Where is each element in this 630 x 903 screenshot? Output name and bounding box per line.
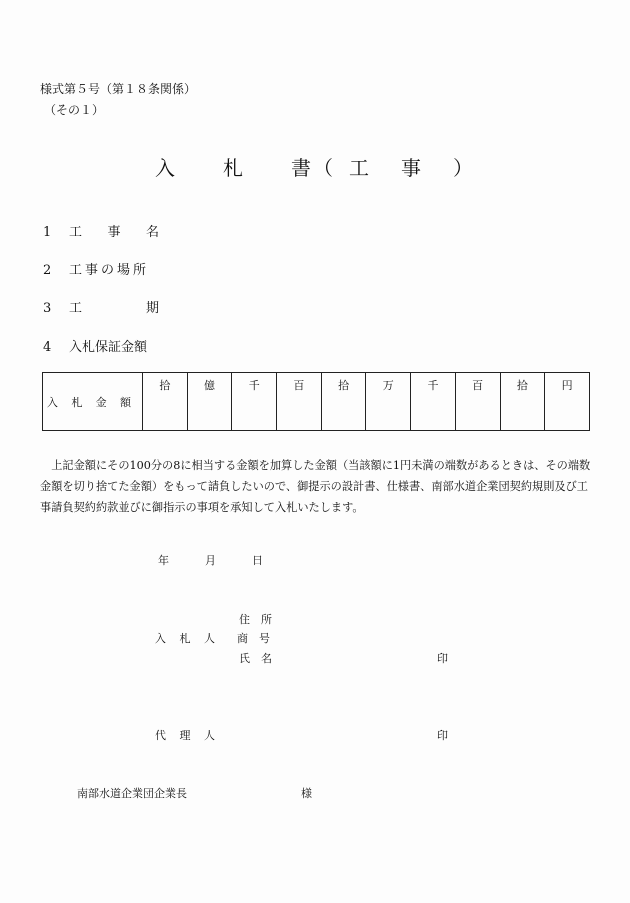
digit-cell-juman[interactable] <box>321 373 366 431</box>
form-number: 様式第５号（第１８条関係） <box>40 82 197 96</box>
bid-amount-label-cell <box>43 373 143 431</box>
digit-unit-label: 円 <box>561 379 573 392</box>
bid-statement <box>40 455 595 518</box>
title-char: 書（ <box>291 156 335 180</box>
bid-amount-label: 入札金額 <box>47 395 131 409</box>
digit-unit-label: 千 <box>427 379 439 392</box>
digit-cell-man[interactable] <box>366 373 411 431</box>
agent-label: 代理人 <box>155 729 215 742</box>
digit-unit-label: 万 <box>382 379 394 392</box>
title-char: 札 <box>223 156 245 180</box>
agent-line <box>155 727 215 743</box>
item-label: 工事の場所 <box>69 263 150 278</box>
form-part: （その１） <box>44 103 105 117</box>
digit-unit-label: 百 <box>472 379 484 392</box>
date-line <box>158 552 299 568</box>
bidder-line <box>155 630 270 646</box>
date-month: 月 <box>205 554 216 567</box>
item-bid-deposit <box>43 336 147 355</box>
bid-amount-table <box>42 372 590 431</box>
digit-unit-label: 拾 <box>159 379 171 392</box>
digit-cell-jukkoku[interactable] <box>143 373 188 431</box>
item-construction-period <box>43 297 159 316</box>
bidder-seal-mark: 印 <box>437 652 448 665</box>
digit-cell-senman[interactable] <box>232 373 277 431</box>
agent-seal-mark: 印 <box>437 729 448 742</box>
bidder-address-label: 住 所 <box>239 613 272 626</box>
title-char: 工 <box>349 156 371 180</box>
digit-unit-label: 百 <box>293 379 305 392</box>
digit-unit-label: 拾 <box>516 379 528 392</box>
digit-cell-oku[interactable] <box>187 373 232 431</box>
date-day: 日 <box>252 554 263 567</box>
title-char: ） <box>453 156 475 180</box>
title-char: 事 <box>401 156 423 180</box>
item-label: 入札保証金額 <box>69 340 148 355</box>
item-number: 2 <box>43 263 52 278</box>
digit-unit-label: 億 <box>204 379 216 392</box>
digit-unit-label: 拾 <box>338 379 350 392</box>
date-year: 年 <box>158 554 169 567</box>
bid-statement-text: 上記金額にその100分の8に相当する金額を加算した金額（当該額に1円未満の端数があるときは、その端数金額を切り捨てた金額）をもって請負したいので、御提示の設計書、仕様書、南部水道企業団契約規則及び工事請負契約約款並びに御指示の事項を承知して入札いたします。 <box>40 459 591 514</box>
item-number: 3 <box>43 301 52 316</box>
digit-cell-en[interactable] <box>545 373 590 431</box>
digit-cell-hyaku[interactable] <box>455 373 500 431</box>
recipient-name: 南部水道企業団企業長 <box>77 787 187 800</box>
item-number: 1 <box>43 225 52 240</box>
title-char: 入 <box>155 156 177 180</box>
digit-cell-ju[interactable] <box>500 373 545 431</box>
bidder-trade-name-label: 商 号 <box>237 632 270 645</box>
recipient-honorific: 様 <box>301 787 312 800</box>
document-title <box>0 152 630 181</box>
item-label: 工事名 <box>69 225 159 240</box>
item-construction-name <box>43 221 159 240</box>
item-construction-site <box>43 259 149 278</box>
bidder-name-label: 氏 名 <box>239 652 272 665</box>
digit-unit-label: 千 <box>248 379 260 392</box>
item-label: 工期 <box>69 301 159 316</box>
bidder-role-label: 入札人 <box>155 632 215 645</box>
digit-cell-hyakuman[interactable] <box>277 373 322 431</box>
bid-amount-row <box>43 373 590 431</box>
item-number: 4 <box>43 340 52 355</box>
digit-cell-sen[interactable] <box>411 373 456 431</box>
